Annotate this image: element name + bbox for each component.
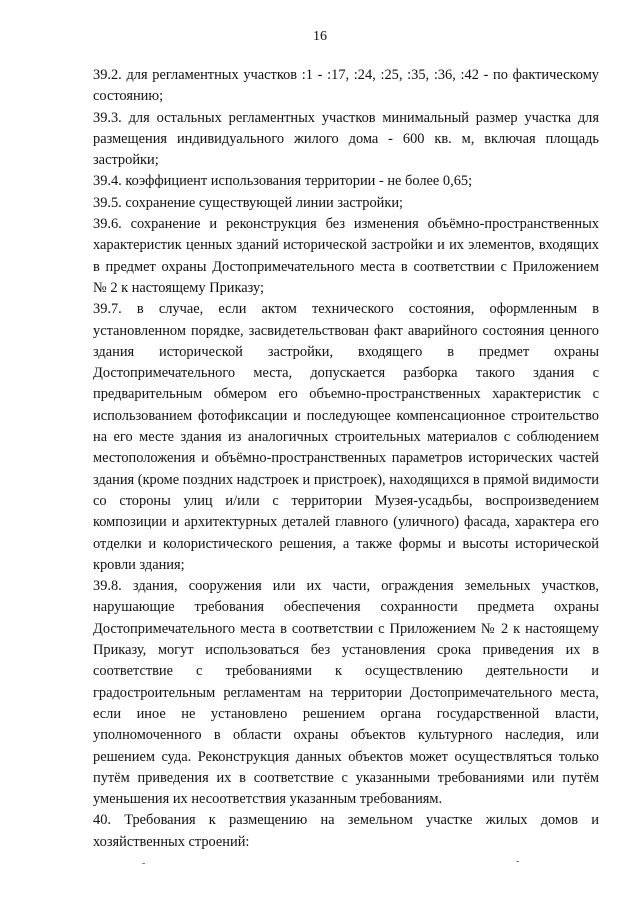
scan-mark-right: - <box>516 856 520 867</box>
paragraph-39-2: 39.2. для регламентных участков :1 - :17, :24, :25, :35, :36, :42 - по фактическому состоянию; <box>93 67 599 105</box>
paragraph-40: 40. Требования к размещению на земельном участке жилых домов и хозяйственных строений: <box>93 812 599 850</box>
scan-mark-left: - <box>142 858 146 869</box>
document-body <box>93 65 599 853</box>
paragraph-39-4: 39.4. коэффициент использования территории - не более 0,65; <box>93 173 473 190</box>
paragraph-39-7: 39.7. в случае, если актом технического состояния, оформленным в установленном порядке, засвидетельствован факт аварийного состояния ценного здания исторической застройки, входящего в предмет охраны Достопримечательного места, допускается разборка такого здания с предварительным обмером его объемно-пространственных характеристик с использованием фотофиксации и последующее компенсационное строительство на его месте здания из аналогичных строительных материалов с соблюдением местоположения и объёмно-пространственных параметров исторических частей здания (кроме поздних надстроек и пристроек), находящихся в прямой видимости со стороны улиц и/или с территории Музея-усадьбы, воспроизведением композиции и архитектурных деталей главного (уличного) фасада, характера его отделки и колористического решения, а также формы и высоты исторической кровли здания; <box>93 301 599 573</box>
paragraph-39-3: 39.3. для остальных регламентных участков минимальный размер участка для размещения индивидуального жилого дома - 600 кв. м, включая площадь застройки; <box>93 109 599 169</box>
page-number: 16 <box>313 29 327 44</box>
paragraph-39-8: 39.8. здания, сооружения или их части, ограждения земельных участков, нарушающие требования обеспечения сохранности предмета охраны Достопримечательного места в соответствии с Приложением № 2 к настоящему Приказу, могут использоваться без установления срока приведения их в соответствие с требованиями к осуществлению деятельности и градостроительным регламентам на территории Достопримечательного места, если иное не установлено решением органа государственной власти, уполномоченного в области охраны объектов культурного наследия, или решением суда. Реконструкция данных объектов может осуществляться только путём приведения их в соответствие с указанными требованиями или путём уменьшения их несоответствия указанным требованиям. <box>93 578 599 808</box>
paragraph-39-6: 39.6. сохранение и реконструкция без изменения объёмно-пространственных характеристик ценных зданий исторической застройки и их элементов, входящих в предмет охраны Достопримечательного места в соответствии с Приложением № 2 к настоящему Приказу; <box>93 216 599 296</box>
paragraph-39-5: 39.5. сохранение существующей линии застройки; <box>93 194 404 211</box>
